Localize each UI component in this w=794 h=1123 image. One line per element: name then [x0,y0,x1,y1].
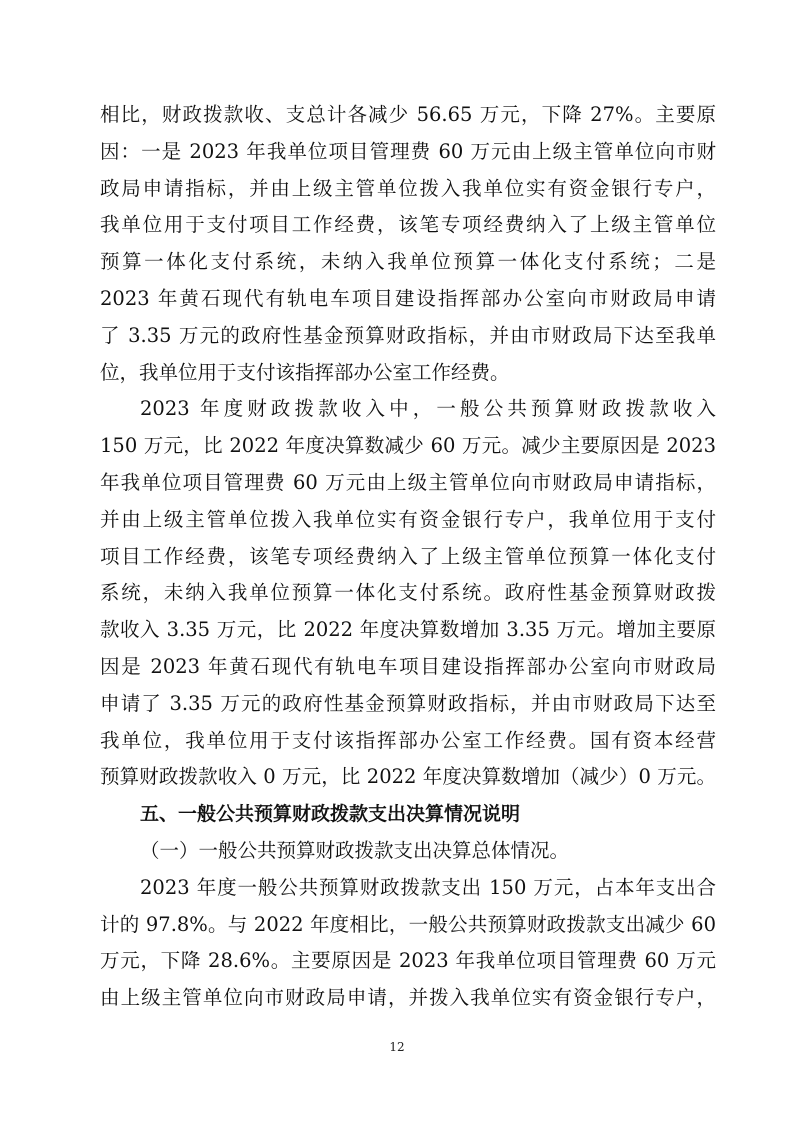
paragraph-3 [100,870,716,1017]
paragraph-line: 系统，未纳入我单位预算一体化支付系统。政府性基金预算财政拨 [100,581,716,605]
paragraph-line: 我单位，我单位用于支付该指挥部办公室工作经费。国有资本经营 [100,728,716,752]
paragraph-line: 2023 年度一般公共预算财政拨款支出 150 万元，占本年支出合 [140,875,716,899]
paragraph-line: 政局申请指标，并由上级主管单位拨入我单位实有资金银行专户， [100,176,716,200]
subsection-heading: （一）一般公共预算财政拨款支出决算总体情况。 [140,838,570,862]
document-body [100,97,716,1017]
paragraph-line: 年我单位项目管理费 60 万元由上级主管单位向市财政局申请指标， [100,470,716,494]
paragraph-line: 相比，财政拨款收、支总计各减少 56.65 万元，下降 27%。主要原 [100,103,716,126]
paragraph-line: 因：一是 2023 年我单位项目管理费 60 万元由上级主管单位向市财 [100,139,716,163]
paragraph-line: 计的 97.8%。与 2022 年度相比，一般公共预算财政拨款支出减少 60 [100,912,716,936]
paragraph-line: 我单位用于支付项目工作经费，该笔专项经费纳入了上级主管单位 [100,213,716,237]
paragraph-line: 万元，下降 28.6%。主要原因是 2023 年我单位项目管理费 60 万元 [100,949,716,973]
paragraph-line: 项目工作经费，该笔专项经费纳入了上级主管单位预算一体化支付 [100,544,716,568]
paragraph-2 [100,391,716,796]
section-heading: 五、一般公共预算财政拨款支出决算情况说明 [140,803,521,826]
paragraph-line: 2023 年黄石现代有轨电车项目建设指挥部办公室向市财政局申请 [100,286,716,310]
paragraph-line: 预算一体化支付系统，未纳入我单位预算一体化支付系统；二是 [100,250,716,274]
paragraph-line: 150 万元，比 2022 年度决算数减少 60 万元。减少主要原因是 2023 [100,434,716,458]
paragraph-line: 因是 2023 年黄石现代有轨电车项目建设指挥部办公室向市财政局 [100,654,716,678]
paragraph-line: 预算财政拨款收入 0 万元，比 2022 年度决算数增加（减少）0 万元。 [100,765,716,789]
page-number: 12 [389,1040,405,1054]
paragraph-line: 了 3.35 万元的政府性基金预算财政指标，并由市财政局下达至我单 [100,323,716,347]
paragraph-line: 2023 年度财政拨款收入中，一般公共预算财政拨款收入 [140,397,716,421]
paragraph-line: 并由上级主管单位拨入我单位实有资金银行专户，我单位用于支付 [100,507,716,531]
paragraph-line: 款收入 3.35 万元，比 2022 年度决算数增加 3.35 万元。增加主要原 [100,618,716,642]
paragraph-1 [100,97,716,391]
paragraph-line: 位，我单位用于支付该指挥部办公室工作经费。 [100,360,510,384]
paragraph-line: 申请了 3.35 万元的政府性基金预算财政指标，并由市财政局下达至 [100,691,716,715]
paragraph-line: 由上级主管单位向市财政局申请，并拨入我单位实有资金银行专户， [100,986,716,1010]
